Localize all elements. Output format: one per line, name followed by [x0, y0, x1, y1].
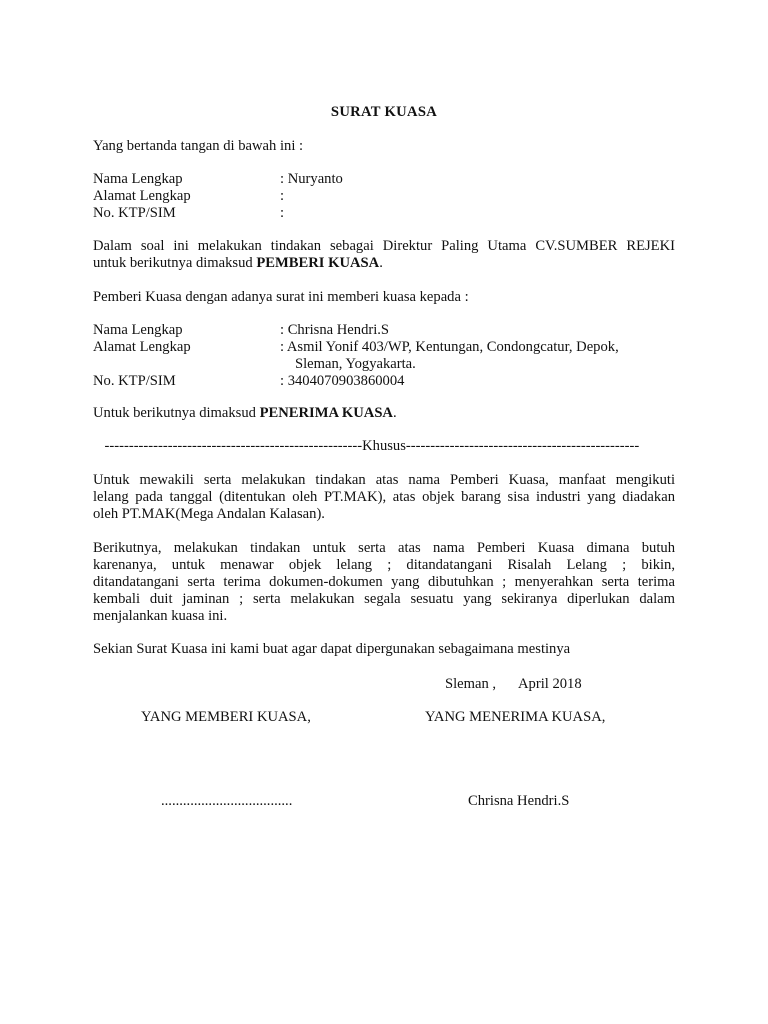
- document-title: SURAT KUASA: [330, 104, 438, 120]
- grantor-name-label: Nama Lengkap: [93, 171, 183, 187]
- mandate-2-line-4: kembali duit jaminan ; serta melakukan segala sesuatu yang sekiranya diperlukan dalam: [93, 591, 675, 607]
- role-line-1: Dalam soal ini melakukan tindakan sebagai Direktur Paling Utama CV.SUMBER REJEKI: [93, 238, 675, 254]
- mandate-1-line-3: oleh PT.MAK(Mega Andalan Kalasan).: [93, 506, 325, 522]
- special-divider: [93, 438, 675, 455]
- mandate-2-line-3: ditandatangani serta terima dokumen-dokumen yang dibutuhkan ; menyerahkan serta terima: [93, 574, 675, 590]
- giver-signature-label: YANG MEMBERI KUASA,: [141, 709, 311, 725]
- role-paragraph: [93, 238, 675, 272]
- mandate-paragraph-1: [93, 472, 675, 523]
- intro-text: Yang bertanda tangan di bawah ini :: [93, 138, 304, 154]
- mandate-1-line-1: Untuk mewakili serta melakukan tindakan atas nama Pemberi Kuasa, manfaat mengikuti: [93, 472, 675, 488]
- grantee-address-value-2: Sleman, Yogyakarta.: [295, 356, 416, 372]
- mandate-paragraph-2: [93, 540, 675, 625]
- grantor-id-label: No. KTP/SIM: [93, 205, 176, 221]
- giver-signature-name: ....................................: [161, 793, 293, 809]
- special-label: Khusus: [362, 438, 406, 454]
- mandate-1-line-2: lelang pada tanggal (ditentukan oleh PT.MAK), atas objek barang sisa industri yang diadakan: [93, 489, 675, 505]
- grantor-address-label: Alamat Lengkap: [93, 188, 191, 204]
- divider-dashes-left: -----------------------------------------------------: [104, 438, 363, 454]
- divider-dashes-right: ------------------------------------------------: [405, 438, 640, 454]
- grantor-id-value: :: [280, 205, 285, 221]
- receiver-prefix: Untuk berikutnya dimaksud: [93, 405, 260, 421]
- grant-sentence: Pemberi Kuasa dengan adanya surat ini memberi kuasa kepada :: [93, 289, 469, 305]
- grantee-id-label: No. KTP/SIM: [93, 373, 176, 389]
- receiver-suffix: .: [392, 405, 397, 421]
- grantee-name-value: : Chrisna Hendri.S: [280, 322, 390, 338]
- receiver-signature-label: YANG MENERIMA KUASA,: [425, 709, 606, 725]
- closing-sentence: Sekian Surat Kuasa ini kami buat agar dapat dipergunakan sebagaimana mestinya: [93, 641, 571, 657]
- role-line-2: [93, 255, 675, 272]
- mandate-2-line-1: Berikutnya, melakukan tindakan untuk serta atas nama Pemberi Kuasa dimana butuh: [93, 540, 675, 556]
- role-line-2-prefix: untuk berikutnya dimaksud: [93, 255, 257, 271]
- grantee-address-value-1: : Asmil Yonif 403/WP, Kentungan, Condongcatur, Depok,: [280, 339, 619, 355]
- place-text: Sleman ,: [445, 676, 497, 692]
- grantee-role-term: PENERIMA KUASA: [259, 405, 393, 421]
- grantor-role-term: PEMBERI KUASA: [256, 255, 380, 271]
- mandate-2-line-2: karenanya, untuk menawar objek lelang ; ditandatangani Risalah Lelang ; bikin,: [93, 557, 675, 573]
- mandate-2-line-5: menjalankan kuasa ini.: [93, 608, 228, 624]
- receiver-sentence: [93, 405, 397, 422]
- grantor-name-value: : Nuryanto: [280, 171, 343, 187]
- grantee-id-value: : 3404070903860004: [280, 373, 405, 389]
- receiver-signature-name: Chrisna Hendri.S: [468, 793, 570, 809]
- date-text: April 2018: [518, 676, 582, 692]
- role-line-2-suffix: .: [379, 255, 383, 271]
- grantee-name-label: Nama Lengkap: [93, 322, 183, 338]
- grantor-address-value: :: [280, 188, 285, 204]
- grantee-address-label: Alamat Lengkap: [93, 339, 191, 355]
